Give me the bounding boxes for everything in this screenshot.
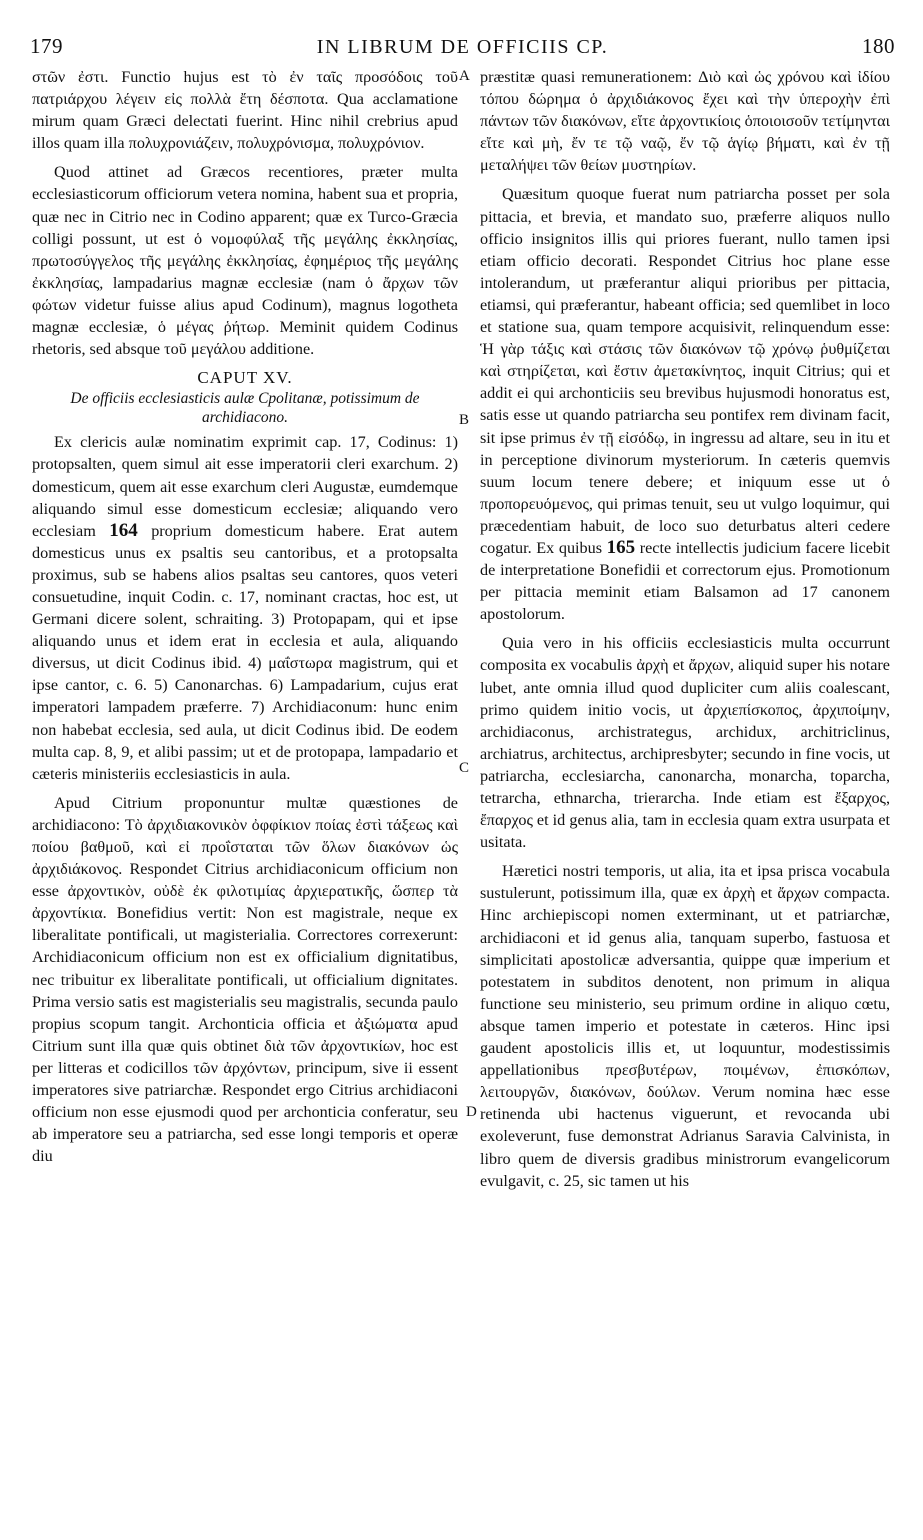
- margin-marker-d: D: [466, 1104, 477, 1120]
- right-paragraph-1: præstitæ quasi remunerationem: Διὸ καὶ ὡς χρόνου καὶ ἰδίου τόπου δώρημα ὁ ἀρχιδιάκονος ἔχει καὶ τὴν ὑπεροχὴν ἐπὶ πάντων τῶν διακόνων, εἴτε ἀρχοντικίοις ὁποιοισοῦν τετίμηνται εἴτε καὶ μὴ, ἔν τε τῷ ναῷ, ἔν τῷ ἁγίῳ βήματι, καὶ ἐν τῇ μεταλήψει τῶν θείων μυστηρίων.: [480, 68, 890, 175]
- chapter-title: CAPUT XV.: [197, 368, 293, 388]
- left-column: [32, 66, 458, 1532]
- left-paragraph-3-part-b: proprium domesticum habere. Erat autem domesticus unus ex psaltis seu cantoribus, et a protopsalta proximus, sub se habens alios psaltas seu cantores, quos veteri consuetudine, inquit Codin. c. 17, nominant cractas, hoc est, ut Germani dicere solent, schraiting. 3) Protopapam, qui et ipse aliquando unus et idem erat in ecclesia et aula, aliquando diversus, ut dicit Codinus ibid. 4) μαΐστωρα magistrum, qui et ipse cantor, c. 6. 5) Canonarchas. 6) Lampadarium, cujus erat imperatori lampadem præferre. 7) Archidiaconum: hunc enim non habebat ecclesia, sed aula, ut dicit Codinus ibid. De eodem multa cap. 8, 9, et alibi passim; ut et de protopapa, lampadario et cæteris ministeriis ecclesiasticis in aula.: [32, 521, 458, 783]
- right-column: [480, 66, 890, 1532]
- right-paragraph-4: Hæretici nostri temporis, ut alia, ita et ipsa prisca vocabula sustulerunt, potissimum illa, quæ ex ἀρχὴ et ἄρχων compacta. Hinc archiepiscopi nomen exterminant, ut et patriarchæ, archidiaconi et id genus alia, tanquam superbo, fastuosa et simplicitati apostolicæ adversantia, quippe quæ imperium et potestatem in subditos denotent, non primum in aliqua functione seu ministerio, seu primum ordine in aliquo cœtu, absque tamen imperio et potestate in cæteros. Hinc ipsi gaudent apostolicis illis et, ut loquuntur, modestissimis appellationibus πρεσβυτέρων, ποιμένων, ἐπισκόπων, λειτουργῶν, διακόνων, δούλων. Verum nomina hæc esse retinenda ubi hactenus viguerunt, et revocanda ubi exoleverunt, fuse demonstrat Adrianus Saravia Calvinista, in libro quem de diversis gradibus ministrorum evangelicorum evulgavit, c. 25, sic tamen ut his: [480, 862, 890, 1190]
- left-page-number: 179: [30, 34, 63, 58]
- right-paragraph-2-part-a: Quæsitum quoque fuerat num patriarcha posset per sola pittacia, et brevia, et mandato suo, præferre aliquos nullo officio insignitos illis qui priores fuerant, nullo tamen ipsi etiam officio decorati. Respondet Citrius hoc plane esse intolerandum, ut præferantur aliqui prioribus per pittacia, etiamsi, qui præferantur, habeant officia; sed quemlibet in loco et statione sua, quam tempore acquisivit, relinquendum esse: Ἡ γὰρ τάξις καὶ στάσις τῶν διακόνων τῷ χρόνῳ ῥυθμίζεται καὶ στηρίζεται, καὶ ἔστιν ἀμετακίνητος, inquit Citrius; qui et addit ei qui archonticiis seu brevibus hujusmodi honoratus est, satis esse ut quando patriarcha seu pontifex rem divinam facit, sit ipse primus ἐν τῇ εἰσόδῳ, in ingressu ad altare, seu in itu et in perceptione divinorum mysteriorum. In cæteris quemvis suum locum tenere debere; et iniquum esse ut ὁ προπορευόμενος, qui primas tenuit, seu ut vulgo loquimur, qui præcedentiam habuit, de loco suo deturbatus alteri cedere cogatur. Ex quibus: [480, 185, 890, 557]
- left-paragraph-4: Apud Citrium proponuntur multæ quæstiones de archidiacono: Τὸ ἀρχιδιακονικὸν ὀφφίκιον ποίας ἐστὶ τάξεως καὶ ποίου βαθμοῦ, καὶ εἰ προΐσταται τῶν ὅλων διακόνων ὡς ἀρχιδιάκονος. Respondet Citrius archidiaconicum officium non esse ἀρχοντικὸν, οὐδὲ ἐκ φιλοτιμίας ἀρχιερατικῆς, ὥσπερ τὰ ἀρχοντίκια. Bonefidius vertit: Non est magistrale, neque ex liberalitate pontificali, ut magisterialia. Correctores correxerunt: Archidiaconicum officium non est ex officialium dignitatibus, nec tribuitur ex liberalitate pontificali, ut officialium dignitates. Prima versio satis est magisterialis seu magistralis, secunda paulo propius scopum tangit. Archonticia officia et ἀξιώματα apud Citrium sunt illa quæ quis obtinet διὰ τῶν ἀρχοντικίων, hoc est per litteras et codicillos τῶν ἀρχόντων, principum, sive ii essent imperatores sive patriarchæ. Respondet ergo Citrius archidiaconi officium non esse ejusmodi quod per archonticia conferatur, seu ab imperatore seu a patriarcha, sed esse longi temporis et operæ diu: [32, 793, 458, 1166]
- right-paragraph-2: [480, 183, 890, 625]
- left-paragraph-3-part-a: Ex clericis aulæ nominatim exprimit cap. 17, Codinus: 1) protopsalten, quem simul ait esse imperatorii cleri exarchum. 2) domesticum, quem ait esse exarchum cleri Augustæ, eumdemque aliquando simul esse domesticum ecclesiæ; aliquando vero ecclesiam: [32, 433, 458, 540]
- margin-marker-b: B: [459, 412, 470, 428]
- right-paragraph-3: Quia vero in his officiis ecclesiasticis multa occurrunt composita ex vocabulis ἀρχὴ et ἄρχων, aliquid super his notare lubet, ante omnia illud quod dupliciter cum aliis coalescant, primo quidem initio vocis, ut ἀρχιεπίσκοπος, ἀρχιποίμην, archidiaconus, archistrategus, archidux, architriclinus, archiatrus, architectus, archipresbyter; secundo in fine vocis, ut patriarcha, ecclesiarcha, canonarcha, monarcha, toparcha, tetrarcha, ethnarcha, trierarcha. Inde etiam est ἔξαρχος, ἔπαρχος et id genus alia, tam in ecclesia quam extra usurpata et usitata.: [480, 634, 890, 852]
- margin-marker-c: C: [459, 760, 470, 776]
- marginal-number-164: 164: [109, 519, 138, 541]
- left-paragraph-2: Quod attinet ad Græcos recentiores, præter multa ecclesiasticorum officiorum vetera nomina, habent sua et propria, quæ nec in Citrio nec in Codino apparent; quæ ex Turco-Græcia colligi possunt, ut est ὁ νομοφύλαξ τῆς μεγάλης ἐκκλησίας, πρωτοσύγγελος τῆς μεγάλης ἐκκλησίας, ἐφημέριος τῆς μεγάλης ἐκκλησίας, lampadarius magnæ ecclesiæ (nam ὁ ἄρχων τῶν φώτων videtur fuisse alius apud Codinum), magnus logotheta magnæ ecclesiæ, ὁ μέγας ῥήτωρ. Meminit quidem Codinus rhetoris, sed absque τοῦ μεγάλου additione.: [32, 163, 458, 359]
- marginal-number-165: 165: [606, 536, 636, 558]
- left-paragraph-3: [32, 431, 458, 785]
- right-page-number: 180: [862, 34, 895, 58]
- right-paragraph-2-part-b: recte intellectis judicium facere licebit de interpretatione Bonefidii et correctorum ejus. Promotionum per pittacia meminit etiam Balsamon ad 17 canonem apostolorum.: [480, 538, 890, 624]
- chapter-subtitle: De officiis ecclesiasticis aulæ Cpolitanæ, potissimum de archidiacono.: [70, 390, 420, 427]
- running-title: IN LIBRUM DE OFFICIIS CP.: [316, 36, 609, 58]
- margin-marker-a: A: [459, 68, 470, 84]
- left-paragraph-1: στῶν ἐστι. Functio hujus est τὸ ἐν ταῖς προσόδοις τοῦ πατριάρχου λέγειν εἰς πολλὰ ἔτη δέσποτα. Qua acclamatione mirum quam Græci delectati fuerint. Hinc nihil crebrius apud illos quam illa πολυχρονιάζειν, πολυχρόνισμα, πολυχρόνιον.: [32, 68, 458, 153]
- running-header: [30, 34, 895, 62]
